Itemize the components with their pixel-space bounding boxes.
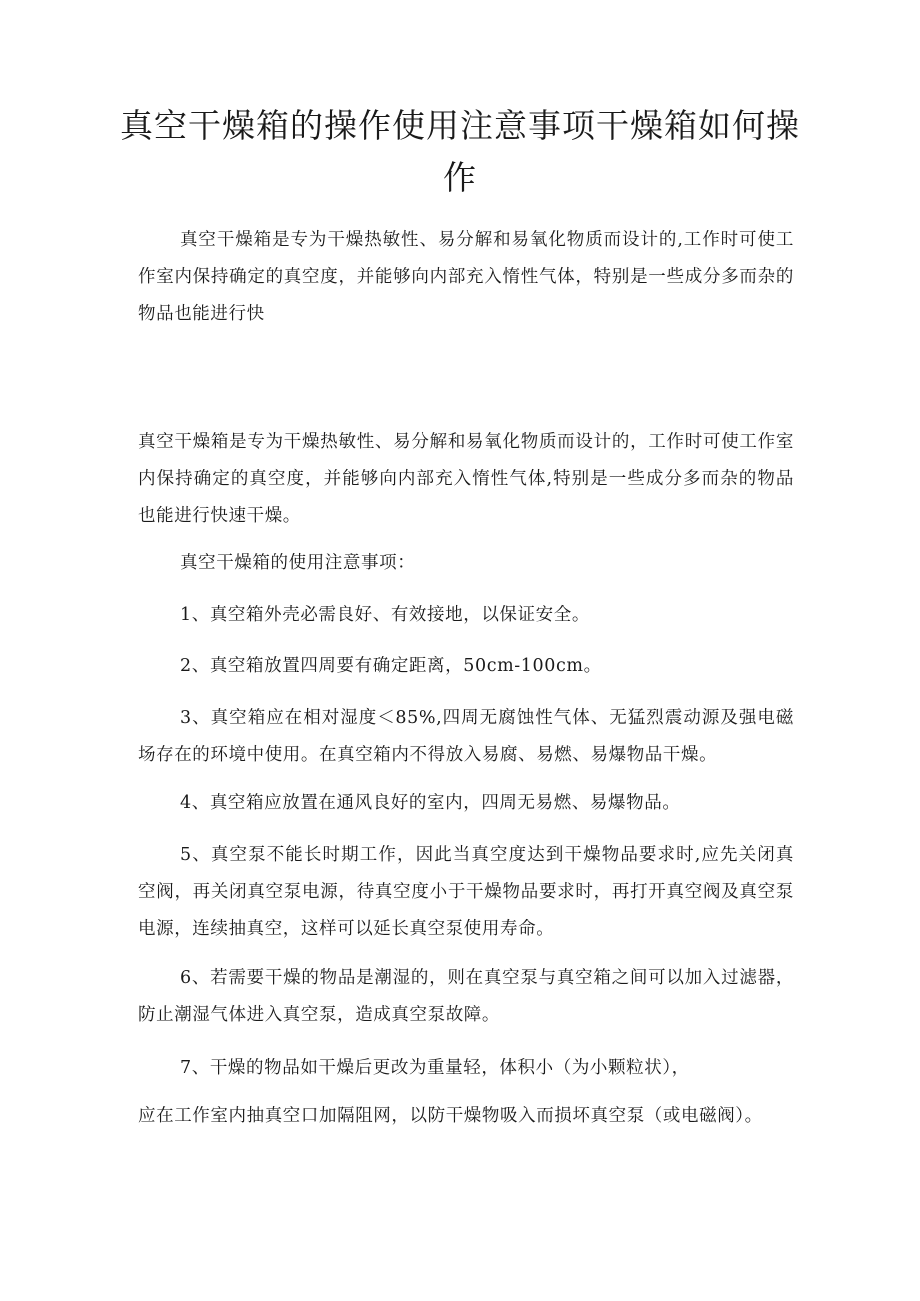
note-item-5: 5、真空泵不能长时期工作，因此当真空度达到干燥物品要求时,应先关闭真空阀，再关闭真空泵电源，待真空度小于干燥物品要求时，再打开真空阀及真空泵电源，连续抽真空，这样可以延长真空泵使用寿命。	[138, 845, 794, 939]
note-item-7: 7、干燥的物品如干燥后更改为重量轻，体积小（为小颗粒状），	[180, 1058, 690, 1078]
intro-paragraph: 真空干燥箱是专为干燥热敏性、易分解和易氧化物质而设计的，工作时可使工作室内保持确定的真空度，并能够向内部充入惰性气体,特别是一些成分多而杂的物品也能进行快速干燥。	[138, 432, 794, 526]
summary-paragraph: 真空干燥箱是专为干燥热敏性、易分解和易氧化物质而设计的,工作时可使工作室内保持确定的真空度，并能够向内部充入惰性气体，特别是一些成分多而杂的物品也能进行快	[138, 230, 794, 324]
document-title: 真空干燥箱的操作使用注意事项干燥箱如何操作	[120, 106, 800, 197]
note-item-1: 1、真空箱外壳必需良好、有效接地，以保证安全。	[180, 605, 590, 625]
note-item-2: 2、真空箱放置四周要有确定距离，50cm-100cm。	[180, 656, 602, 676]
notes-heading: 真空干燥箱的使用注意事项：	[180, 553, 416, 573]
note-item-6: 6、若需要干燥的物品是潮湿的，则在真空泵与真空箱之间可以加入过滤器，防止潮湿气体进入真空泵，造成真空泵故障。	[138, 968, 794, 1025]
note-item-4: 4、真空箱应放置在通风良好的室内，四周无易燃、易爆物品。	[180, 793, 681, 813]
note-item-7-continued: 应在工作室内抽真空口加隔阻网，以防干燥物吸入而损坏真空泵（或电磁阀）。	[138, 1106, 763, 1126]
note-item-3: 3、真空箱应在相对湿度＜85%,四周无腐蚀性气体、无猛烈震动源及强电磁场存在的环境中使用。在真空箱内不得放入易腐、易燃、易爆物品干燥。	[138, 708, 794, 765]
